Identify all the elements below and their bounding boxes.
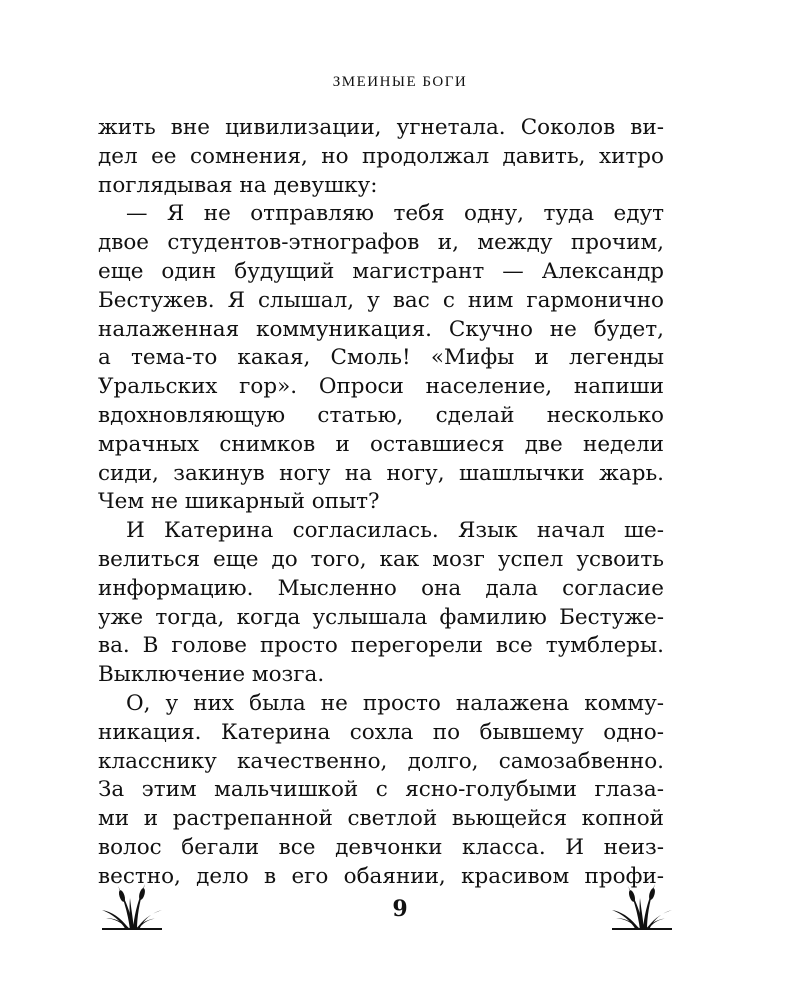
body-text — [98, 114, 664, 892]
text-line: налаженная коммуникация. Скучно не будет, — [98, 316, 664, 342]
grass-reeds-icon — [610, 882, 674, 930]
text-line: дел ее сомнения, но продолжал давить, хитро — [98, 143, 664, 169]
text-line: велиться еще до того, как мозг успел усвоить — [98, 546, 664, 572]
text-line: никация. Катерина сохла по бывшему одно- — [98, 719, 664, 745]
text-line: Уральских гор». Опроси население, напиши — [98, 374, 664, 400]
text-line: сиди, закинув ногу на ногу, шашлычки жарь. — [98, 460, 664, 486]
running-header: ЗМЕИНЫЕ БОГИ — [332, 74, 468, 90]
text-line: ва. В голове просто перегорели все тумблеры. — [98, 633, 664, 659]
text-line: поглядывая на девушку: — [98, 172, 378, 198]
text-line: О, у них была не просто налажена комму- — [126, 690, 664, 716]
text-line: мрачных снимков и оставшиеся две недели — [98, 431, 664, 457]
text-line: За этим мальчишкой с ясно-голубыми глаза- — [98, 777, 664, 803]
text-line: информацию. Мысленно она дала согласие — [98, 575, 664, 601]
text-line: ми и растрепанной светлой вьющейся копной — [98, 806, 664, 832]
text-line: — Я не отправляю тебя одну, туда едут — [126, 201, 664, 227]
text-line: еще один будущий магистрант — Александр — [98, 258, 664, 284]
text-line: вдохновляющую статью, сделай несколько — [98, 402, 664, 428]
text-line: вестно, дело в его обаянии, красивом профи- — [98, 863, 664, 889]
text-line: Бестужев. Я слышал, у вас с ним гармонично — [98, 287, 664, 313]
page-number: 9 — [392, 896, 408, 922]
text-line: жить вне цивилизации, угнетала. Соколов ви- — [98, 115, 664, 140]
text-line: И Катерина согласилась. Язык начал ше- — [126, 518, 664, 544]
text-line: Выключение мозга. — [98, 662, 325, 688]
text-line: а тема-то какая, Смоль! «Мифы и легенды — [98, 345, 664, 371]
text-line: уже тогда, когда услышала фамилию Бестуже- — [98, 604, 664, 630]
text-line: волос бегали все девчонки класса. И неиз- — [98, 834, 664, 860]
text-line: класснику качественно, долго, самозабвенно. — [98, 748, 664, 774]
text-line: двое студентов-этнографов и, между прочим, — [98, 230, 664, 256]
text-line: Чем не шикарный опыт? — [98, 489, 380, 515]
